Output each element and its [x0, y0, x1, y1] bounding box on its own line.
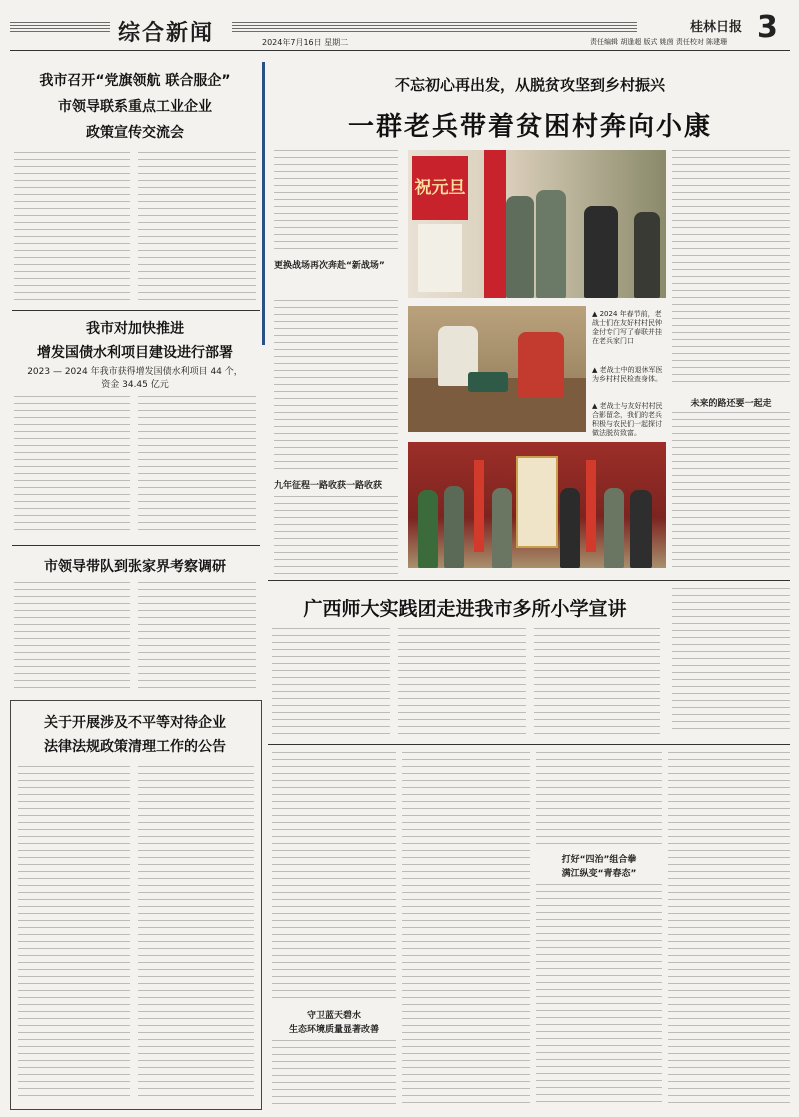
articleC-body-col1: [272, 752, 396, 1000]
articleC-subhead-3: 守卫蓝天碧水: [306, 1011, 361, 1021]
article2-title-line2: 增发国债水利项目建设进行部署: [37, 345, 233, 361]
article4-body-col2: [138, 766, 254, 1100]
articleC-subhead-2: 满江纵变“青春态”: [561, 869, 637, 879]
article3-body-col2: [138, 582, 256, 694]
red-scroll-strip: [586, 460, 596, 552]
article1-title-line2: 市领导联系重点工业企业: [58, 99, 212, 115]
person-figure: [536, 190, 566, 298]
main-body-col3-b: [672, 412, 790, 568]
person-figure: [418, 490, 438, 568]
articleC-body-col3b: [536, 884, 662, 1108]
calligraphy-scroll: [516, 456, 558, 548]
person-figure: [560, 488, 580, 568]
person-figure: [492, 488, 512, 568]
main-subhead-2: 九年征程一路收获一路收获: [274, 481, 383, 491]
divider: [12, 310, 260, 311]
article2-title-line1: 我市对加快推进: [86, 321, 184, 337]
page-number: 3: [757, 10, 778, 45]
articleC-subhead-1: 打好“四治”组合拳: [561, 855, 637, 865]
divider: [12, 545, 260, 546]
person-figure: [630, 490, 652, 568]
main-kicker: 不忘初心再出发，从脱贫攻坚到乡村振兴: [394, 76, 665, 94]
divider: [268, 744, 790, 745]
articleC-body-col1b: [272, 1040, 396, 1108]
article2-body-col2: [138, 396, 256, 536]
editors-line: 责任编辑 胡逢超 版式 姚茵 责任校对 陈建珊: [590, 38, 728, 46]
main-body-col1-c: [274, 496, 398, 576]
photo-soldiers-couplets: [408, 150, 666, 298]
main-subhead-3: 未来的路还要一起走: [690, 399, 772, 409]
header-decoration-right: [232, 22, 637, 32]
person-figure: [518, 332, 564, 398]
photo-group: [408, 442, 666, 568]
article1-body-col1: [14, 152, 130, 302]
article2-body-col1: [14, 396, 130, 536]
caption-2: ▲ 老战士中的退休军医为乡村村民检查身体。: [592, 366, 663, 383]
article1-title-line1: 我市召开“党旗领航 联合服企”: [39, 73, 231, 89]
person-figure: [584, 206, 618, 298]
person-figure: [604, 488, 624, 568]
article2-subtitle-line1: 2023 — 2024 年我市获得增发国债水利项目 44 个，: [27, 367, 243, 377]
articleC-body-col2: [402, 752, 530, 1108]
red-scroll-strip: [474, 460, 484, 552]
articleB-title: 广西师大实践团走进我市多所小学宣讲: [303, 598, 627, 620]
articleC-body-col4: [668, 752, 790, 1108]
medical-kit: [468, 372, 508, 392]
main-body-col1-b: [274, 300, 398, 470]
issue-date: 2024年7月16日 星期二: [262, 38, 349, 47]
main-headline: 一群老兵带着贫困村奔向小康: [347, 112, 712, 142]
divider: [268, 580, 790, 581]
caption-1: ▲ 2024 年春节前，老战士们在友好村村民钟金付专门写了春联并挂在老兵家门口: [592, 310, 662, 345]
caption-3: ▲ 老战士与友好村村民合影留念，我们的老兵积极与农民们一起探讨做法脱贫致富。: [592, 402, 663, 437]
left-column-rule: [262, 62, 265, 345]
article3-body-col1: [14, 582, 130, 694]
red-couplet-strip: [484, 150, 506, 298]
article2-subtitle-line2: 资金 34.45 亿元: [101, 380, 169, 390]
articleB-body-col1: [272, 628, 390, 734]
main-subhead-1: 更换战场再次奔赴“新战场”: [274, 261, 385, 271]
article4-body-col1: [18, 766, 130, 1100]
articleB-body-col3: [534, 628, 660, 734]
couplet-banner: 祝元旦: [412, 156, 468, 220]
articleB-body-col2: [398, 628, 526, 734]
articleC-body-col3a: [536, 752, 662, 844]
articleC-subhead-4: 生态环境质量显著改善: [288, 1025, 379, 1035]
main-body-col1-a: [274, 150, 398, 250]
person-figure: [444, 486, 464, 568]
person-figure: [506, 196, 534, 298]
main-body-col3-a: [672, 150, 790, 388]
article1-body-col2: [138, 152, 256, 302]
article1-title-line3: 政策宣传交流会: [86, 125, 184, 141]
masthead-rule: [10, 50, 790, 51]
section-title: 综合新闻: [118, 21, 215, 46]
article4-title-line1: 关于开展涉及不平等对待企业: [44, 715, 226, 731]
article4-title-line2: 法律法规政策清理工作的公告: [44, 739, 226, 755]
header-decoration-left: [10, 22, 110, 32]
paper-name: 桂林日报: [690, 20, 743, 35]
couplet-paper: [418, 224, 462, 292]
person-figure: [634, 212, 660, 298]
photo-medical-check: [408, 306, 586, 432]
article3-title: 市领导带队到张家界考察调研: [44, 559, 226, 575]
articleB-body-col4: [672, 588, 790, 734]
